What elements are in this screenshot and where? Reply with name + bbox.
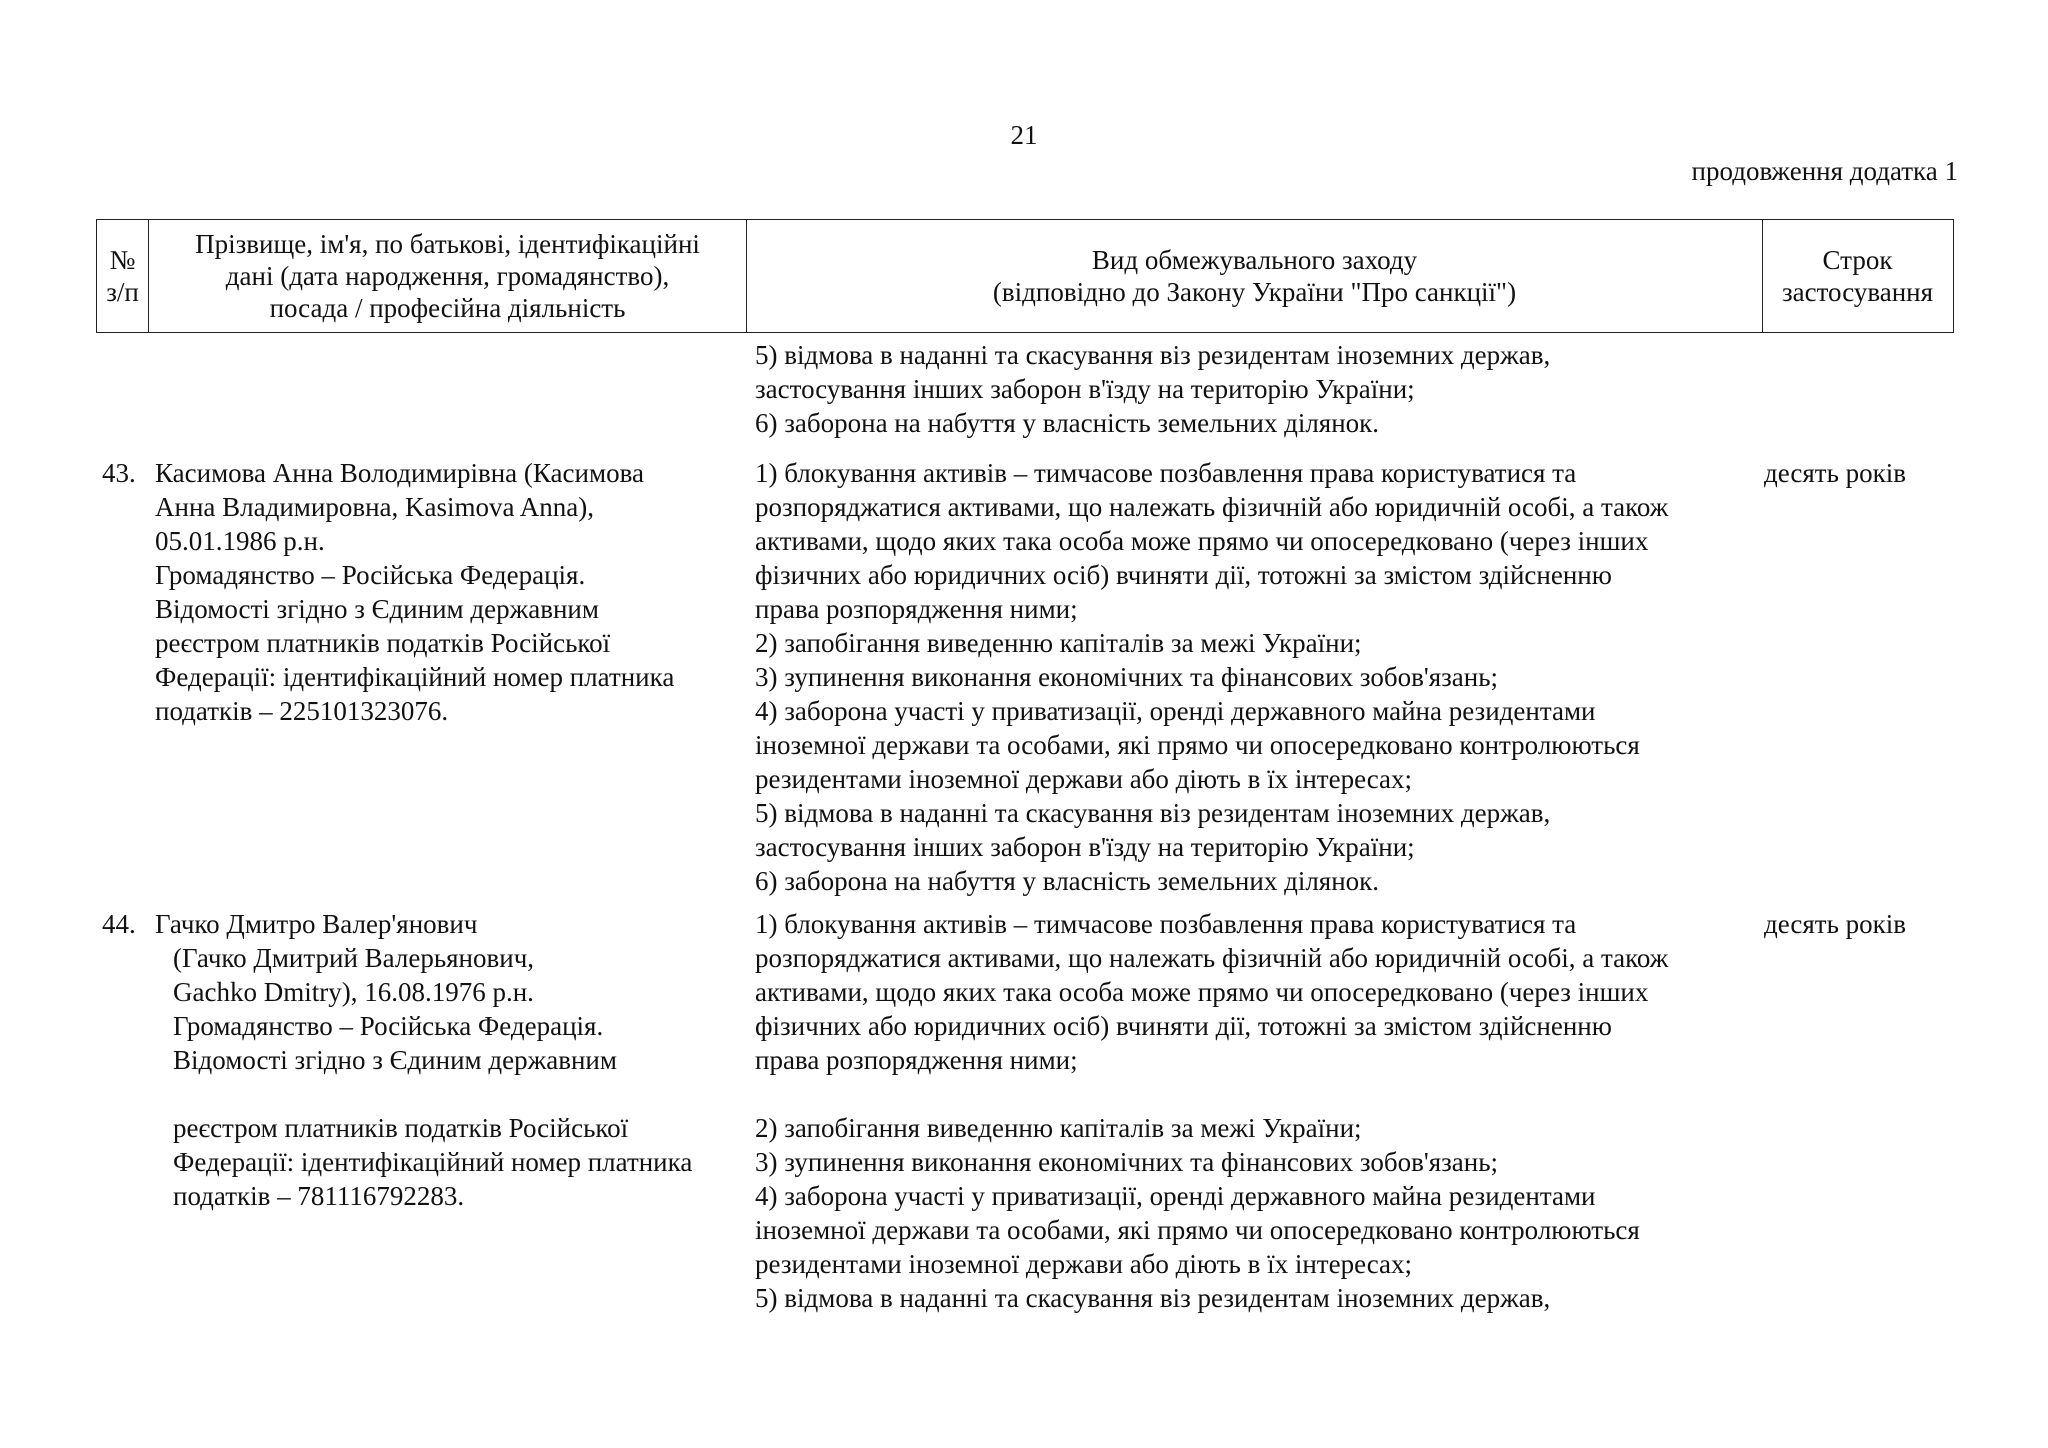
person-details-line: Відомості згідно з Єдиним державним bbox=[173, 1045, 617, 1075]
person-details-line bbox=[155, 1077, 745, 1111]
header-name: Прізвище, ім'я, по батькові, ідентифікаційні дані (дата народження, громадянство), посада / професійна діяльність bbox=[149, 220, 747, 332]
header-num: № з/п bbox=[97, 220, 149, 332]
person-details-line: Gachko Dmitry), 16.08.1976 р.н. bbox=[173, 977, 534, 1007]
restrictive-measures: 1) блокування активів – тимчасове позбавлення права користуватися та розпоряджатися активами, що належать фізичній або юридичній особі, а також активами, щодо яких така особа може прямо чи опосередковано (через інших фізичних або юридичних осіб) вчиняти дії, тотожні за змістом здійсненню права розпорядження ними; 2) запобігання виведенню капіталів за межі України; 3) зупинення виконання економічних та фінансових зобов'язань; 4) заборона участі у приватизації, оренді державного майна резидентами іноземної держави та особами, які прямо чи опосередковано контролюються резидентами іноземної держави або діють в їх інтересах; 5) відмова в наданні та скасування віз резидентам іноземних держав, bbox=[755, 909, 1669, 1313]
header-measure: Вид обмежувального заходу (відповідно до Закону України "Про санкції") bbox=[747, 220, 1763, 332]
person-details-line: Гачко Дмитро Валер'янович bbox=[155, 909, 478, 939]
row-number: 43. bbox=[102, 458, 136, 488]
table-header bbox=[96, 219, 1954, 333]
person-details-line: Громадянство – Російська Федерація. bbox=[173, 1011, 604, 1041]
person-details-line: реєстром платників податків Російської bbox=[173, 1113, 629, 1143]
appendix-continuation-label: продовження додатка 1 bbox=[1691, 156, 1958, 186]
person-details: Касимова Анна Володимирівна (Касимова Анна Владимировна, Kasimova Anna), 05.01.1986 р.н. Громадянство – Російська Федерація. Відомості згідно з Єдиним державним реєстром платників податків Російської Федерації: ідентифікаційний номер платника податків – 225101323076. bbox=[155, 458, 675, 726]
person-details-line: податків – 781116792283. bbox=[173, 1181, 465, 1211]
restrictive-measures: 1) блокування активів – тимчасове позбавлення права користуватися та розпоряджатися активами, що належать фізичній або юридичній особі, а також активами, щодо яких така особа може прямо чи опосередковано (через інших фізичних або юридичних осіб) вчиняти дії, тотожні за змістом здійсненню права розпорядження ними; 2) запобігання виведенню капіталів за межі України; 3) зупинення виконання економічних та фінансових зобов'язань; 4) заборона участі у приватизації, оренді державного майна резидентами іноземної держави та особами, які прямо чи опосередковано контролюються резидентами іноземної держави або діють в їх інтересах; 5) відмова в наданні та скасування віз резидентам іноземних держав, застосування інших заборон в'їзду на територію України; 6) заборона на набуття у власність земельних ділянок. bbox=[755, 458, 1669, 896]
person-details bbox=[155, 907, 745, 1213]
person-details-line: (Гачко Дмитрий Валерьянович, bbox=[173, 943, 535, 973]
header-term: Строк застосування bbox=[1781, 245, 1934, 307]
application-term: десять років bbox=[1764, 909, 1907, 939]
continued-measures: 5) відмова в наданні та скасування віз резидентам іноземних держав, застосування інших заборон в'їзду на територію України; 6) заборона на набуття у власність земельних ділянок. bbox=[755, 340, 1551, 438]
application-term: десять років bbox=[1764, 458, 1907, 488]
row-number: 44. bbox=[102, 909, 136, 939]
person-details-line: Федерації: ідентифікаційний номер платника bbox=[173, 1147, 693, 1177]
page-number: 21 bbox=[1010, 120, 1038, 150]
